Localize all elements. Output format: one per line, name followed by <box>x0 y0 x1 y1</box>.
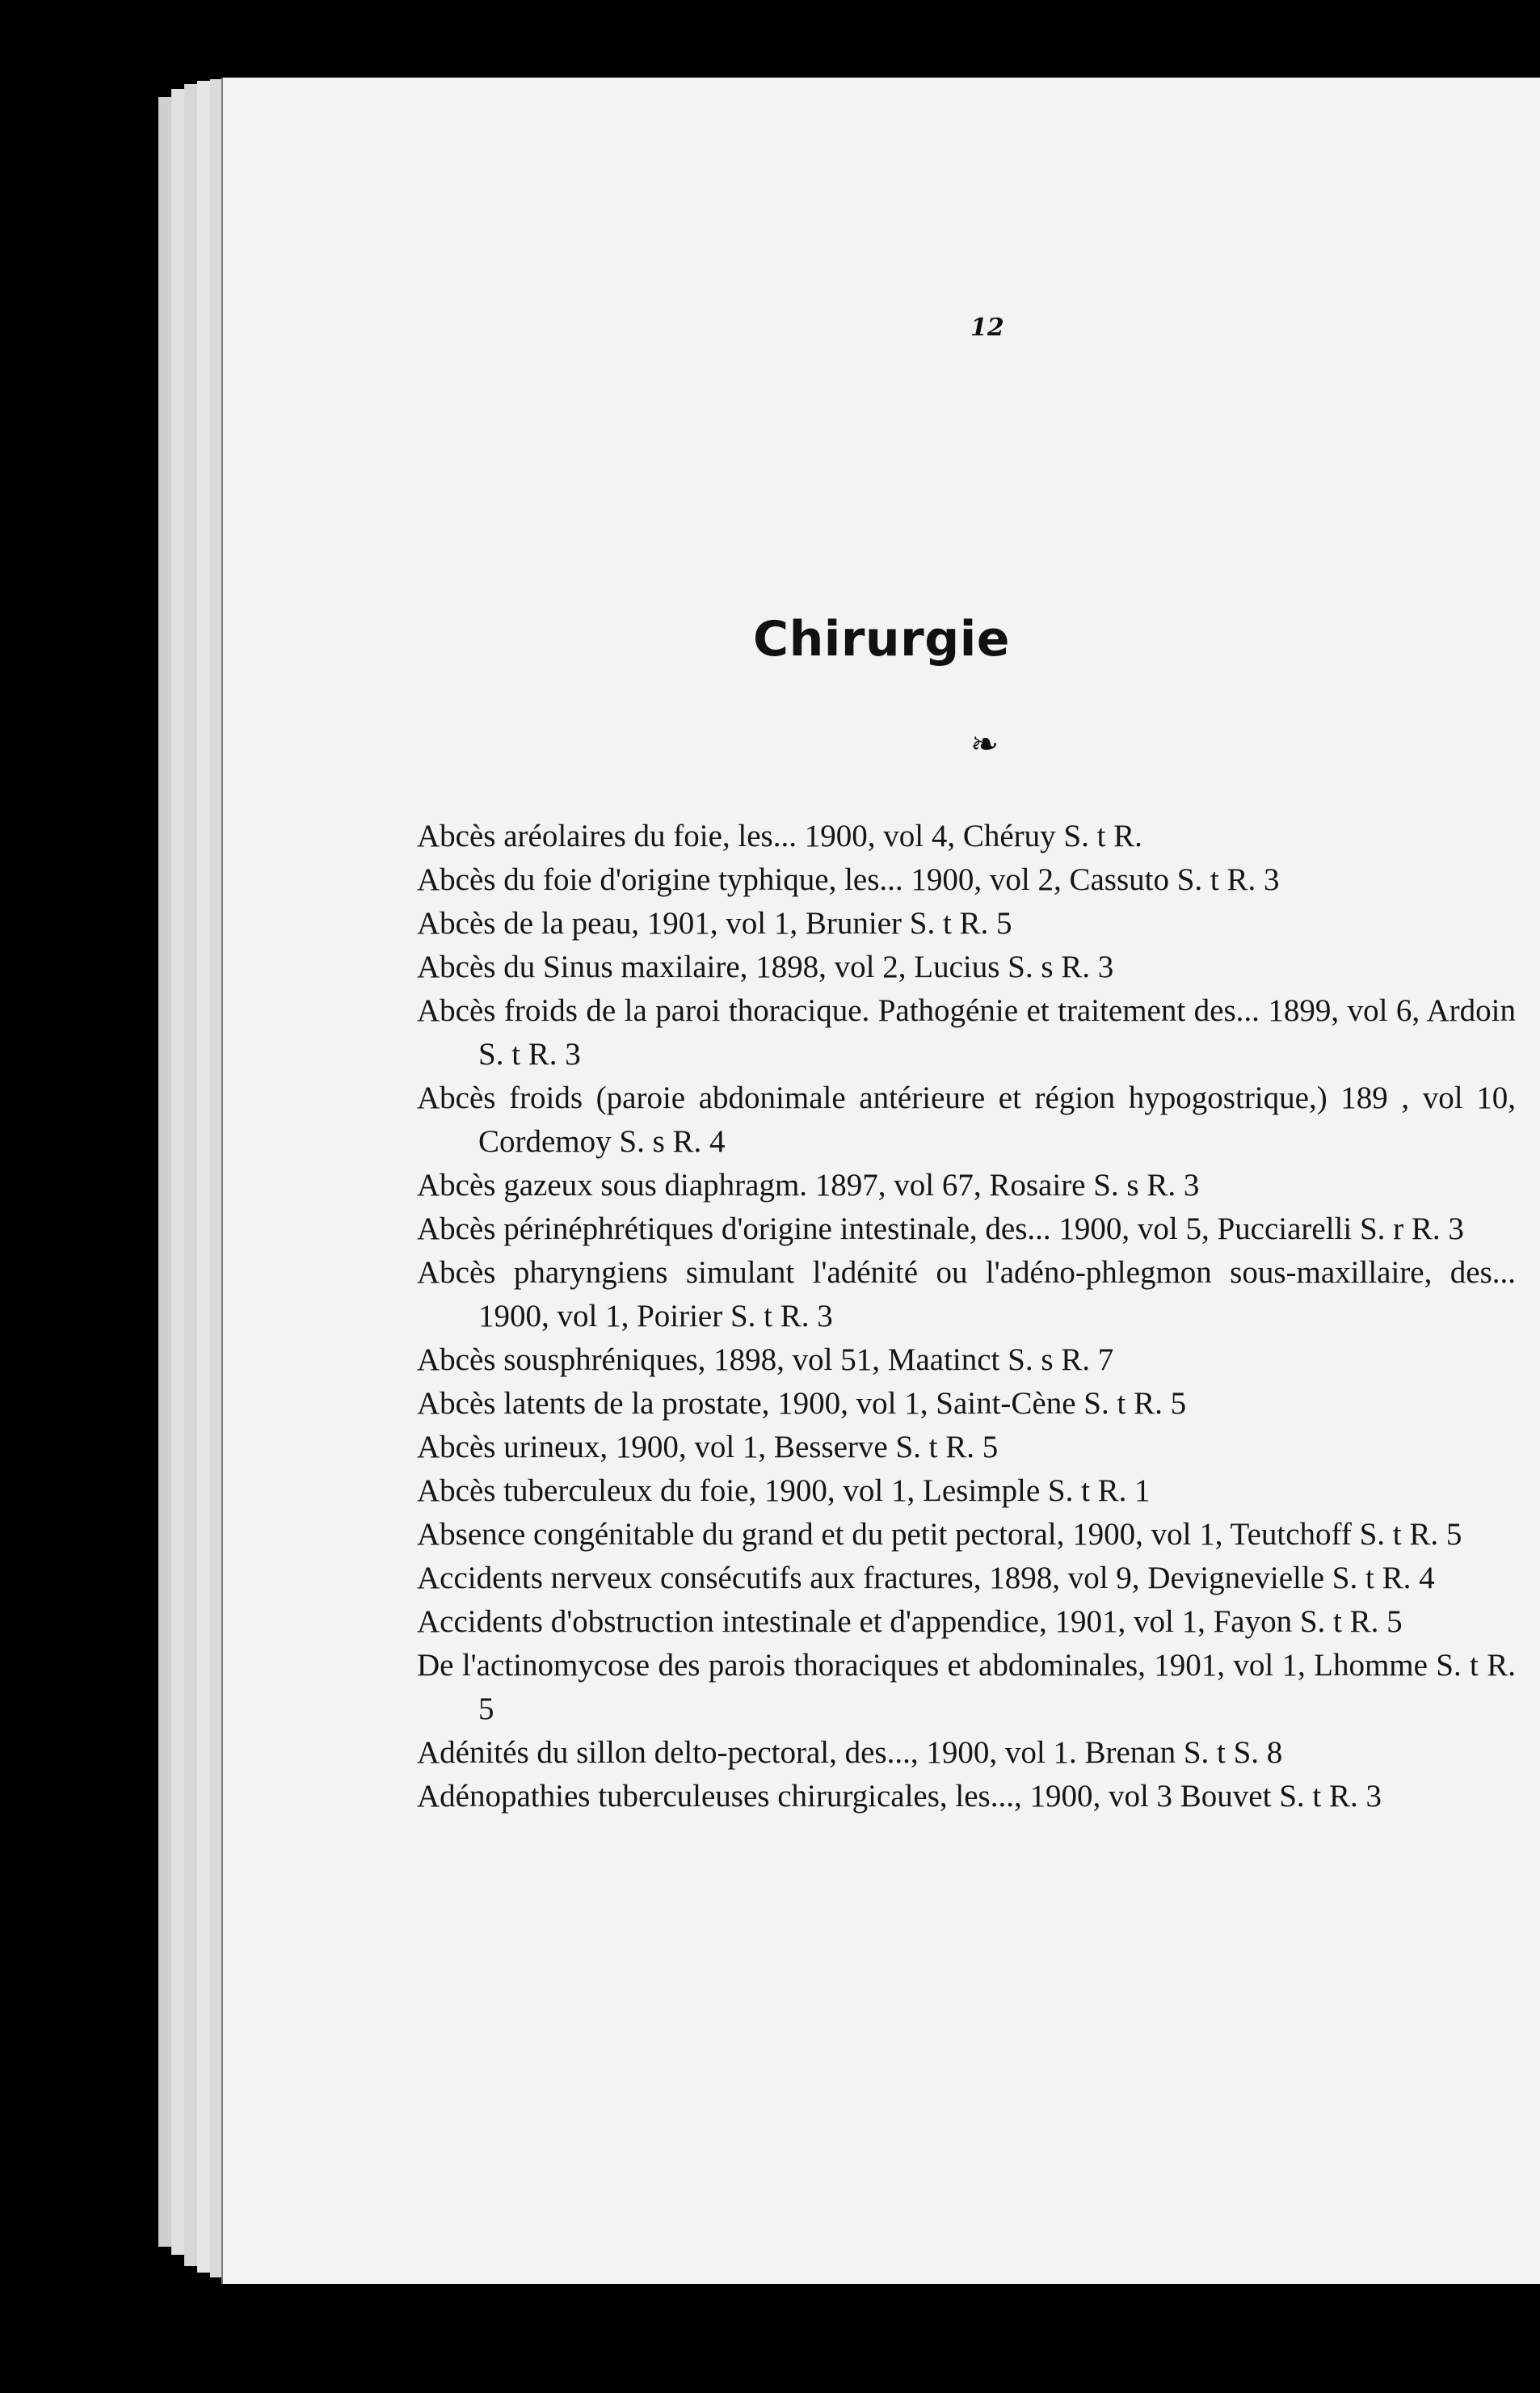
bibliography-entry: Abcès urineux, 1900, vol 1, Besserve S. t R. 5 <box>417 1430 999 1464</box>
bibliography-entry: Abcès de la peau, 1901, vol 1, Brunier S. t R. 5 <box>417 906 1012 941</box>
bibliography-entry: Abcès sousphréniques, 1898, vol 51, Maatinct S. s R. 7 <box>417 1342 1114 1377</box>
page-title: Chirurgie <box>753 611 1010 668</box>
bibliography-entry: Abcès périnéphrétiques d'origine intestinale, des... 1900, vol 5, Pucciarelli S. r R. 3 <box>417 1211 1464 1246</box>
bibliography-entry: De l'actinomycose des parois thoraciques et abdominales, 1901, vol 1, Lhomme S. t R. 5 <box>417 1648 1516 1726</box>
bibliography-entry: Abcès du Sinus maxilaire, 1898, vol 2, Lucius S. s R. 3 <box>417 950 1114 984</box>
fleuron-ornament-icon: ❧ <box>970 724 999 764</box>
bibliography-entry: Abcès froids (paroie abdonimale antérieure et région hypogostrique,) 189 , vol 10, Cordemoy S. s R. 4 <box>417 1081 1516 1159</box>
bibliography-entry: Abcès pharyngiens simulant l'adénité ou l'adéno-phlegmon sous-maxillaire, des... 1900, vol 1, Poirier S. t R. 3 <box>417 1255 1516 1333</box>
bibliography-entry: Adénités du sillon delto-pectoral, des..., 1900, vol 1. Brenan S. t S. 8 <box>417 1735 1283 1770</box>
bibliography-entry: Abcès gazeux sous diaphragm. 1897, vol 67, Rosaire S. s R. 3 <box>417 1168 1200 1203</box>
bibliography-entry: Abcès du foie d'origine typhique, les... 1900, vol 2, Cassuto S. t R. 3 <box>417 862 1280 897</box>
bibliography-entry: Abcès aréolaires du foie, les... 1900, vol 4, Chéruy S. t R. <box>417 819 1142 853</box>
bibliography-entry: Adénopathies tuberculeuses chirurgicales, les..., 1900, vol 3 Bouvet S. t R. 3 <box>417 1779 1382 1814</box>
bibliography-entry: Absence congénitable du grand et du petit pectoral, 1900, vol 1, Teutchoff S. t R. 5 <box>417 1517 1462 1552</box>
page-sheet <box>223 78 1540 2284</box>
bibliography-entry: Abcès tuberculeux du foie, 1900, vol 1, Lesimple S. t R. 1 <box>417 1473 1151 1508</box>
bibliography-entry: Abcès froids de la paroi thoracique. Pathogénie et traitement des... 1899, vol 6, Ardoin S. t R. 3 <box>417 993 1516 1072</box>
bibliography-entry: Abcès latents de la prostate, 1900, vol 1, Saint-Cène S. t R. 5 <box>417 1386 1187 1421</box>
bibliography-list <box>417 815 1516 1818</box>
page-number: 12 <box>970 314 1004 342</box>
bibliography-entry: Accidents nerveux consécutifs aux fractures, 1898, vol 9, Devignevielle S. t R. 4 <box>417 1561 1435 1595</box>
bibliography-entry: Accidents d'obstruction intestinale et d'appendice, 1901, vol 1, Fayon S. t R. 5 <box>417 1604 1403 1639</box>
